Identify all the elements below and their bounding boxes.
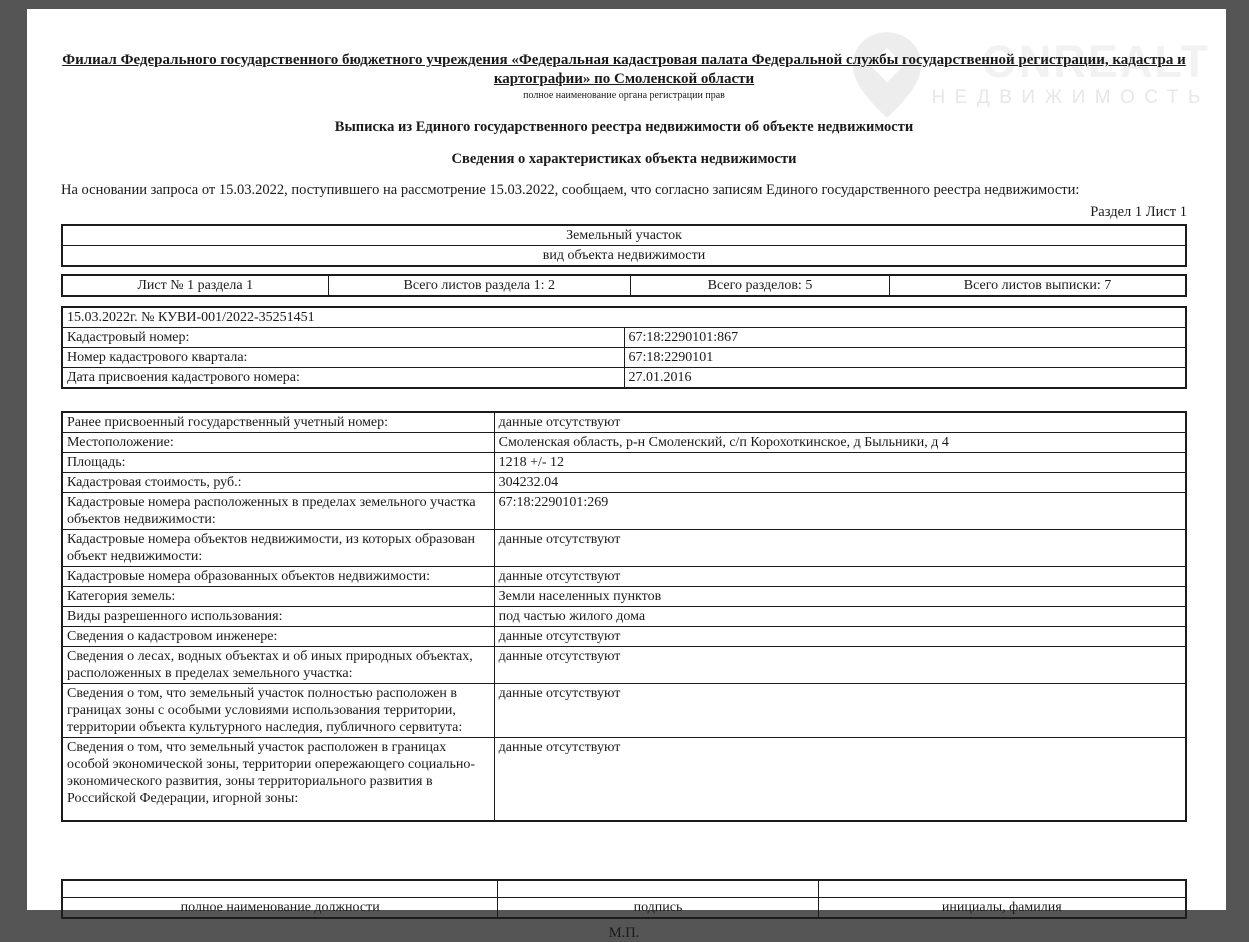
row-value-cell: данные отсутствуют (494, 647, 1186, 684)
row-value-cell: данные отсутствуют (494, 684, 1186, 738)
signature-caption-row (62, 898, 1186, 919)
row-label-cell: Сведения о том, что земельный участок расположен в границах особой экономической зоны, территории опережающего социально-экономического развития, зоны территориального развития в Российской Федерации, игорной зоны: (62, 738, 494, 822)
row-label-cell: Кадастровые номера расположенных в пределах земельного участка объектов недвижимости: (62, 493, 494, 530)
object-type-table (61, 224, 1187, 267)
row-value-cell: Земли населенных пунктов (494, 587, 1186, 607)
document-page (27, 9, 1226, 941)
table-row (62, 567, 1186, 587)
row-value-cell: 27.01.2016 (624, 368, 1186, 389)
table-row (62, 587, 1186, 607)
row-value-cell: под частью жилого дома (494, 607, 1186, 627)
row-label-cell: Кадастровые номера объектов недвижимости, из которых образован объект недвижимости: (62, 530, 494, 567)
table-row (62, 433, 1186, 453)
document-title: Выписка из Единого государственного реестра недвижимости об объекте недвижимости (334, 119, 914, 135)
row-label-cell: Дата присвоения кадастрового номера: (62, 368, 624, 389)
row-value-cell: 1218 +/- 12 (494, 453, 1186, 473)
row-value-cell: данные отсутствуют (494, 530, 1186, 567)
row-value-cell: Смоленская область, р-н Смоленский, с/п Корохоткинское, д Быльники, д 4 (494, 433, 1186, 453)
sheet-cell: Всего листов раздела 1: 2 (328, 275, 631, 296)
table-row (62, 684, 1186, 738)
signature-caption-cell: полное наименование должности (62, 898, 498, 919)
table-row (62, 328, 1186, 348)
row-label-cell: Сведения о том, что земельный участок полностью расположен в границах зоны с особыми условиями использования территории, территории объекта культурного наследия, публичного сервитута: (62, 684, 494, 738)
document-content (61, 9, 1187, 942)
watermark-brand: ONREALT (981, 36, 1210, 87)
row-value-cell: 67:18:2290101 (624, 348, 1186, 368)
intro-paragraph: На основании запроса от 15.03.2022, поступившего на рассмотрение 15.03.2022, сообщаем, что согласно записям Единого государственного реестра недвижимости: (61, 182, 1080, 198)
sheet-cell: Лист № 1 раздела 1 (62, 275, 328, 296)
table-row (62, 368, 1186, 389)
row-value-cell: данные отсутствуют (494, 738, 1186, 822)
row-label-cell: Виды разрешенного использования: (62, 607, 494, 627)
signature-caption-cell: инициалы, фамилия (818, 898, 1186, 919)
table-row (62, 307, 1186, 328)
org-name-heading: Филиал Федерального государственного бюджетного учреждения «Федеральная кадастровая палата Федеральной службы государственной регистрации, кадастра и картографии» по Смоленской области (62, 52, 1186, 87)
row-label-cell: Сведения о лесах, водных объектах и об иных природных объектах, расположенных в пределах земельного участка: (62, 647, 494, 684)
document-subtitle: Сведения о характеристиках объекта недвижимости (451, 151, 797, 167)
row-label-cell: Ранее присвоенный государственный учетный номер: (62, 412, 494, 433)
table-row (62, 225, 1186, 246)
row-label-cell: Местоположение: (62, 433, 494, 453)
row-value-cell: данные отсутствуют (494, 412, 1186, 433)
signature-caption-cell: подпись (498, 898, 818, 919)
signature-table (61, 879, 1187, 919)
stamp-place-label: М.П. (608, 925, 640, 941)
table-row (62, 473, 1186, 493)
row-value-cell: 67:18:2290101:867 (624, 328, 1186, 348)
watermark-subtitle: НЕДВИЖИМОСТЬ (931, 87, 1210, 108)
row-label-cell: Номер кадастрового квартала: (62, 348, 624, 368)
table-row (62, 627, 1186, 647)
section-sheet-label: Раздел 1 Лист 1 (1090, 204, 1187, 220)
row-value-cell: данные отсутствуют (494, 627, 1186, 647)
object-details-table (61, 411, 1187, 822)
table-row (62, 530, 1186, 567)
signature-blank-cell (498, 880, 818, 898)
object-type-value: Земельный участок (62, 225, 1186, 246)
signature-blank-row (62, 880, 1186, 898)
row-value-cell: 67:18:2290101:269 (494, 493, 1186, 530)
sheet-cell: Всего разделов: 5 (631, 275, 890, 296)
table-row (62, 246, 1186, 267)
request-info-table (61, 306, 1187, 389)
table-row (62, 275, 1186, 296)
row-value-cell: 304232.04 (494, 473, 1186, 493)
table-row (62, 738, 1186, 822)
table-row (62, 412, 1186, 433)
row-label-cell: Категория земель: (62, 587, 494, 607)
sheet-cell: Всего листов выписки: 7 (890, 275, 1187, 296)
row-label-cell: Площадь: (62, 453, 494, 473)
signature-blank-cell (818, 880, 1186, 898)
table-row (62, 348, 1186, 368)
object-type-caption: вид объекта недвижимости (62, 246, 1186, 267)
request-number-cell: 15.03.2022г. № КУВИ-001/2022-35251451 (62, 307, 1186, 328)
row-value-cell: данные отсутствуют (494, 567, 1186, 587)
signature-blank-cell (62, 880, 498, 898)
row-label-cell: Кадастровые номера образованных объектов недвижимости: (62, 567, 494, 587)
row-label-cell: Кадастровая стоимость, руб.: (62, 473, 494, 493)
table-row (62, 493, 1186, 530)
table-row (62, 607, 1186, 627)
row-label-cell: Сведения о кадастровом инженере: (62, 627, 494, 647)
sheet-count-table (61, 274, 1187, 297)
row-label-cell: Кадастровый номер: (62, 328, 624, 348)
org-name-caption: полное наименование органа регистрации прав (523, 90, 725, 101)
table-row (62, 647, 1186, 684)
table-row (62, 453, 1186, 473)
